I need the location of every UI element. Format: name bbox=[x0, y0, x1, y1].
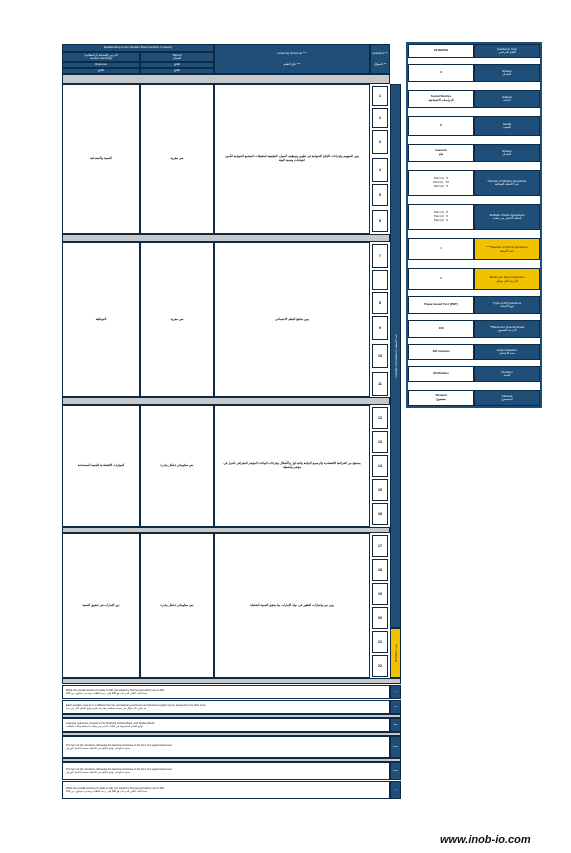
question-number: 14 bbox=[372, 455, 388, 477]
question-number: 9 bbox=[372, 316, 388, 340]
question-count-gold bbox=[390, 628, 401, 678]
mcq-part: Part (3) : 5 bbox=[433, 217, 449, 222]
delivery-label-en: Type of All Questions bbox=[492, 300, 522, 305]
skill-cell: المؤثرات الاقتصادية للتنمية المستدامة bbox=[62, 405, 140, 527]
question-number: 21 bbox=[372, 631, 388, 653]
instruction-ar: سيتم استهداف نواتج التعلم في الأسئلة بصيغة الاختبار الورقي bbox=[66, 747, 131, 750]
allowed-label bbox=[474, 390, 540, 406]
outcome-cell: يبين مناهج النظم الاجتماعي bbox=[214, 242, 370, 397]
instruction-number: *** bbox=[390, 718, 401, 732]
question-count-label: Number of Question / عدد الأسئلة bbox=[393, 334, 398, 378]
stream-value-ar: عام bbox=[438, 152, 444, 156]
instruction-ar: بينما العدد الكلي للدرجات هو 100 فإن درجة الطالب وتقديره سيكون من 100 bbox=[66, 790, 148, 793]
grade-label-ar: الصف bbox=[503, 125, 511, 129]
subject-value-ar: الدراسات الاجتماعية bbox=[428, 98, 454, 102]
trimester-label bbox=[474, 64, 540, 82]
subject-value-en: Social Studies bbox=[430, 94, 452, 99]
header-outcome-ar: الناتج bbox=[140, 62, 214, 68]
written-part: Part (1) : 5 bbox=[433, 176, 449, 181]
question-gap bbox=[372, 270, 388, 290]
header-relationship: Relationship to the Student Book (Activity / Lesson) bbox=[62, 44, 214, 52]
written-questions-label-ar: عدد الأسئلة المقالية bbox=[494, 182, 520, 186]
written-questions-value bbox=[408, 170, 474, 196]
instruction-ar: نواتج التعلم المشمولة في الكتاب المدرسي وكتاب النشاط وكتاب الطالب bbox=[66, 725, 144, 728]
outcome-cell: يستنتج من الخرائط الاقتصادية والرسوم البيانية والجداول والأشكال وقراءات البيانات المؤشر الجغرافي للدول في مؤشر وأنشطة bbox=[214, 405, 370, 527]
allowed-label-en: Allowed bbox=[501, 393, 513, 398]
written-questions-label-en: Number of Written Questions bbox=[487, 178, 527, 183]
skill-cell: دور الإمارات في تحقيق التنمية bbox=[62, 533, 140, 678]
instruction-number: ** bbox=[390, 700, 401, 714]
strand-cell: نص مقروء bbox=[140, 84, 214, 234]
academic-year-label-en: Academic Year bbox=[496, 46, 517, 51]
header-question-ar: السؤال ** bbox=[373, 62, 387, 66]
question-count-bar bbox=[390, 84, 401, 628]
academic-year-value: 2018/2019 bbox=[408, 44, 474, 58]
subject-value bbox=[408, 90, 474, 108]
subject-label-en: Subject bbox=[501, 94, 512, 99]
instruction-en: The form of the questions will target the learning outcomes in the form of a paper-based test. bbox=[66, 767, 173, 771]
allowed-value-en: Allowed bbox=[435, 393, 447, 398]
question-number: 10 bbox=[372, 344, 388, 368]
marks-per-question-value: 3 bbox=[408, 268, 474, 290]
written-part: Part (3) : 5 bbox=[433, 183, 449, 188]
score-questions-value: 1 bbox=[408, 238, 474, 260]
trimester-label-en: Stream bbox=[502, 68, 512, 73]
header-learning-outcome-en: Learning Outcome *** bbox=[277, 50, 307, 55]
header-lesson bbox=[62, 52, 140, 62]
instruction-row bbox=[62, 685, 390, 699]
table-bottom-bar bbox=[62, 678, 401, 684]
allowed-value bbox=[408, 390, 474, 406]
subject-label-ar: المادة bbox=[503, 98, 511, 102]
question-number: 18 bbox=[372, 559, 388, 581]
instruction-number: **** bbox=[390, 736, 401, 758]
instruction-en: The form of the questions will target the learning outcomes in the form of a paper-based test. bbox=[66, 743, 173, 747]
instruction-row bbox=[62, 700, 390, 714]
trimester-label-ar: المسار bbox=[502, 72, 512, 76]
exam-duration-label-ar: مدة الامتحان bbox=[499, 351, 515, 355]
instruction-number: * bbox=[390, 685, 401, 699]
grade-label bbox=[474, 116, 540, 136]
strand-cell: نص مقروء bbox=[140, 242, 214, 397]
duration-value: 90 Minutes bbox=[408, 366, 474, 382]
instruction-ar: قد يكون كل سؤال في صيغة مختلفة، وقد يتم تقييم نواتج التعلم أكثر من مرة bbox=[66, 707, 147, 710]
question-number: 5 bbox=[372, 184, 388, 206]
grade-label-en: Grade bbox=[502, 121, 512, 126]
outcome-cell: يبين دور وإنجازات التطور في دولة الإمارات بما يحقق التنمية الشاملة bbox=[214, 533, 370, 678]
delivery-label bbox=[474, 296, 540, 314]
instruction-row bbox=[62, 762, 390, 780]
header-strand-ar: المجال bbox=[172, 56, 182, 60]
question-number: 11 bbox=[372, 372, 388, 396]
instruction-number: **** bbox=[390, 762, 401, 780]
duration-label-en: Duration bbox=[501, 369, 513, 374]
exam-duration-label-en: Exam Duration bbox=[497, 347, 517, 352]
delivery-label-ar: نوع الأسئلة bbox=[500, 304, 514, 308]
header-outcome-en: Outcome bbox=[62, 62, 140, 68]
stream-value bbox=[408, 144, 474, 162]
stream-label-ar: المسار bbox=[502, 152, 512, 156]
delivery-value: Paper-based Test (PBT) bbox=[408, 296, 474, 314]
header-lesson-en: Lesson (Activity) bbox=[89, 56, 112, 60]
max-score-label-en: **Maximum Overall Grade bbox=[489, 324, 525, 329]
question-number: 13 bbox=[372, 431, 388, 453]
instruction-en: Each question may be in a different format, and learning outcomes and domains taught may be assessed more than once. bbox=[66, 703, 207, 707]
max-score-label-ar: الدرجة القصوى bbox=[497, 328, 517, 332]
group-separator bbox=[62, 397, 390, 405]
header-outcome-ar-2: الناتج bbox=[62, 68, 140, 74]
mcq-part: Part (1) : 5 bbox=[433, 210, 449, 215]
score-questions-label bbox=[474, 238, 540, 260]
outcome-cell: يبين المفهوم وإجراءات الإنتاج الحيوانية في تطوير وتوظيف الموارد الطبيعية لتحقيقات المجتمع الحيوانية لتأمين احتياجات وتنمية البيئة bbox=[214, 84, 370, 234]
stream-label bbox=[474, 144, 540, 162]
question-number: 15 bbox=[372, 479, 388, 501]
marks-per-question-label bbox=[474, 268, 540, 290]
instruction-ar: بينما العدد الكلي للدرجات هو 100 فإن درجة الطالب وتقديره سيكون من 100 bbox=[66, 692, 148, 695]
score-questions-label-en: ****Number of Score Questions bbox=[486, 245, 528, 249]
question-number: 4 bbox=[372, 158, 388, 182]
skill-cell: المواطنة bbox=[62, 242, 140, 397]
mcq-part: Part (2) : 5 bbox=[433, 214, 449, 219]
written-questions-label bbox=[474, 170, 540, 196]
duration-label bbox=[474, 366, 540, 382]
instruction-row bbox=[62, 781, 390, 799]
max-score-value: 100 bbox=[408, 320, 474, 338]
mcq-label-en: Multiple Choice Questions bbox=[489, 212, 525, 217]
mcq-label bbox=[474, 204, 540, 230]
group-separator bbox=[62, 234, 390, 242]
question-number: 17 bbox=[372, 535, 388, 557]
score-questions-label-ar: عدد الأسئلة bbox=[499, 249, 515, 253]
header-strand-en: Strand bbox=[172, 52, 182, 57]
strand-cell: نص معلوماتي (شكل بياني) bbox=[140, 533, 214, 678]
question-number: 16 bbox=[372, 503, 388, 525]
written-part: Part (2) : 10 bbox=[433, 180, 449, 185]
exam-duration-value: 120 minutes bbox=[408, 344, 474, 360]
header-lesson-ar: الدرس (النشاط أو الفعالية) bbox=[84, 52, 118, 57]
question-number: 1 bbox=[372, 86, 388, 106]
academic-year-label bbox=[474, 44, 540, 58]
instruction-number: * bbox=[390, 781, 401, 799]
question-number: 6 bbox=[372, 210, 388, 232]
instruction-ar: سيتم استهداف نواتج التعلم في الأسئلة بصيغة الاختبار الورقي bbox=[66, 771, 131, 774]
trimester-value: 3 bbox=[408, 64, 474, 82]
header-learning-outcome-ar: ناتج التعلم *** bbox=[283, 62, 301, 66]
academic-year-label-ar: العام الدراسي bbox=[498, 50, 516, 54]
spacer-row bbox=[62, 74, 390, 84]
duration-label-ar: المدة bbox=[503, 373, 511, 377]
header-outcome-ar-3: الناتج bbox=[140, 68, 214, 74]
question-number: 12 bbox=[372, 407, 388, 429]
question-number: 8 bbox=[372, 292, 388, 314]
stream-value-en: General bbox=[435, 148, 447, 153]
instruction-en: Learning outcomes covered in the Textbook, Activity Book, and Student Book. bbox=[66, 721, 156, 725]
subject-label bbox=[474, 90, 540, 108]
exam-duration-label bbox=[474, 344, 540, 360]
mcq-label-ar: أسئلة الاختيار من متعدد bbox=[492, 216, 522, 220]
allowed-label-ar: المسموح bbox=[501, 397, 513, 401]
marks-per-question-label-ar: الدرجة لكل سؤال bbox=[496, 279, 518, 283]
question-count-gold-label: Number / عدد bbox=[393, 644, 398, 662]
stream-label-en: Stream bbox=[502, 148, 512, 153]
question-number: 20 bbox=[372, 607, 388, 629]
grade-value: 9 bbox=[408, 116, 474, 136]
instruction-en: While the overall number of marks is 100, the student's Scoring and will be out of 100. bbox=[66, 688, 165, 692]
instruction-en: While the overall number of marks is 100, the student's Scoring and will be out of 100. bbox=[66, 786, 165, 790]
header-learning-outcome bbox=[214, 44, 370, 74]
question-number: 22 bbox=[372, 655, 388, 677]
question-number: 19 bbox=[372, 583, 388, 605]
instruction-row bbox=[62, 736, 390, 758]
footer-url[interactable]: www.inob-io.com bbox=[440, 834, 531, 846]
skill-cell: التنمية والاستدامة bbox=[62, 84, 140, 234]
header-question bbox=[370, 44, 390, 74]
strand-cell: نص معلوماتي (شكل بياني) bbox=[140, 405, 214, 527]
instruction-row bbox=[62, 718, 390, 732]
question-number: 3 bbox=[372, 130, 388, 154]
header-strand bbox=[140, 52, 214, 62]
header-question-en: Question ** bbox=[372, 50, 388, 55]
marks-per-question-label-en: Marks per Score Question bbox=[489, 275, 525, 279]
max-score-label bbox=[474, 320, 540, 338]
allowed-value-ar: مسموح bbox=[436, 397, 446, 401]
question-number: 2 bbox=[372, 108, 388, 128]
mcq-value bbox=[408, 204, 474, 230]
question-number: 7 bbox=[372, 244, 388, 268]
